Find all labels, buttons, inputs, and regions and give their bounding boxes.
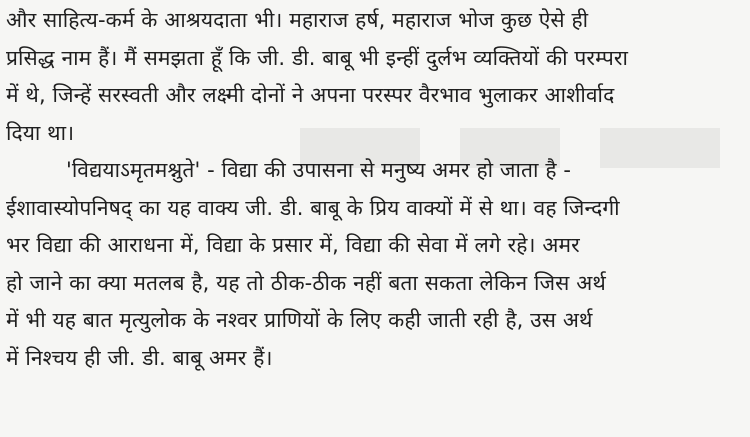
paragraph-line: दिया था। (6, 120, 75, 145)
paragraph-line: प्रसिद्ध नाम हैं। मैं समझता हूँ कि जी. डी. बाबू भी इन्हीं दुर्लभ व्यक्तियों की परम्परा (6, 45, 629, 70)
paragraph-line: भर विद्या की आराधना में, विद्या के प्रसार में, विद्या की सेवा में लगे रहे। अमर (6, 233, 580, 257)
paragraph-line: ईशावास्योपनिषद् का यह वाक्य जी. डी. बाबू के प्रिय वाक्यों में से था। वह जिन्दगी (6, 195, 620, 220)
paragraph-line: में थे, जिन्हें सरस्वती और लक्ष्मी दोनों ने अपना परस्पर वैरभाव भुलाकर आशीर्वाद (6, 83, 615, 107)
paragraph-line: और साहित्य-कर्म के आश्रयदाता भी। महाराज हर्ष, महाराज भोज कुछ ऐसे ही (6, 8, 589, 32)
paragraph-line: हो जाने का क्या मतलब है, यह तो ठीक-ठीक नहीं बता सकता लेकिन जिस अर्थ (6, 270, 606, 295)
paragraph-line: में भी यह बात मृत्युलोक के नश्वर प्राणियों के लिए कही जाती रही है, उस अर्थ (6, 308, 593, 332)
paragraph-1 (6, 2, 736, 152)
paragraph-line: में निश्चय ही जी. डी. बाबू अमर हैं। (6, 345, 273, 370)
paragraph-line: 'विद्ययाऽमृतमश्नुते' - विद्या की उपासना से मनुष्य अमर हो जाता है - (66, 158, 572, 182)
paragraph-2 (6, 152, 736, 377)
